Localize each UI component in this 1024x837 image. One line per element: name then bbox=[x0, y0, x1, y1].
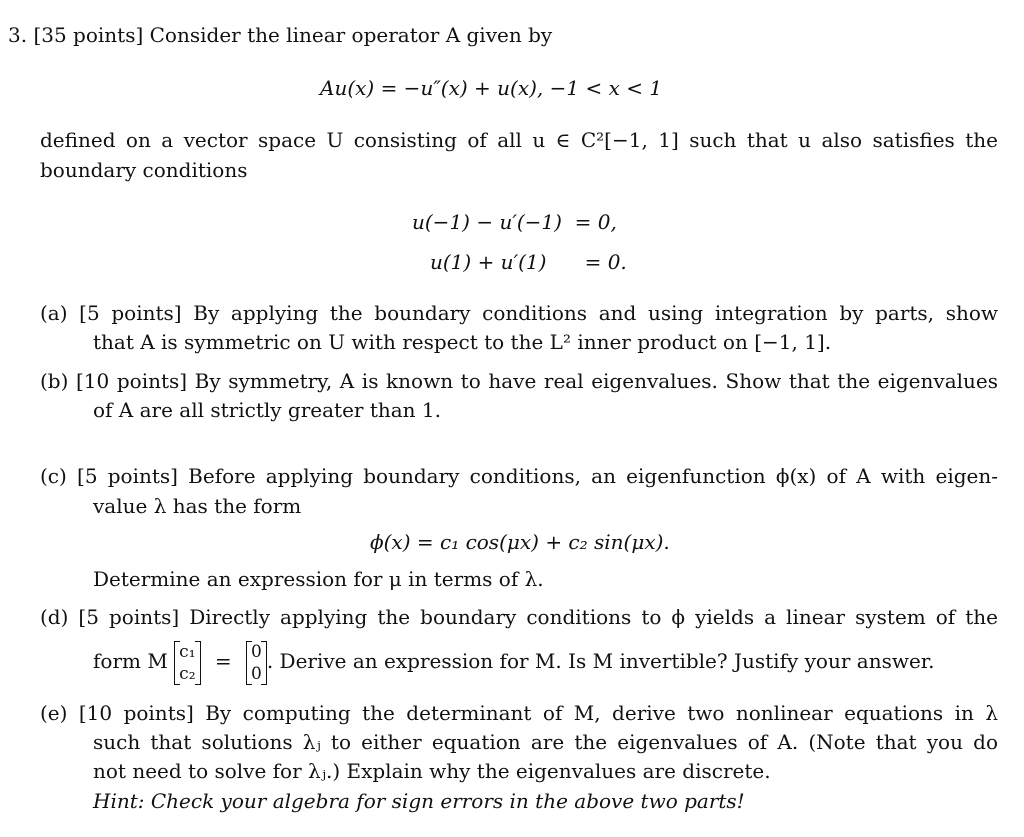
part-a-line1: (a) [5 points] By applying the boundary conditions and using integration by parts, show bbox=[40, 301, 998, 325]
boundary-condition-1: u(−1) − u′(−1) = 0, bbox=[412, 210, 617, 234]
part-d-rest: . Derive an expression for M. Is M invertible? Justify your answer. bbox=[266, 649, 935, 673]
part-c-line1: (c) [5 points] Before applying boundary conditions, an eigenfunction ϕ(x) of A with eigen- bbox=[40, 464, 998, 488]
part-e-line1: (e) [10 points] By computing the determinant of M, derive two nonlinear equations in λ bbox=[40, 701, 998, 725]
equals-sign: = bbox=[214, 649, 232, 673]
part-e-line3: not need to solve for λⱼ.) Explain why the eigenvalues are discrete. bbox=[93, 759, 771, 783]
c1: c₁ bbox=[179, 641, 196, 662]
part-b-line1: (b) [10 points] By symmetry, A is known to have real eigenvalues. Show that the eigenvalues bbox=[40, 369, 998, 393]
part-b-line2: of A are all strictly greater than 1. bbox=[93, 398, 441, 422]
part-a-line2: that A is symmetric on U with respect to the L² inner product on [−1, 1]. bbox=[93, 330, 832, 354]
space-definition-line1: defined on a vector space U consisting of all u ∈ C²[−1, 1] such that u also satisfies the bbox=[40, 128, 998, 152]
part-d-line2 bbox=[93, 636, 935, 686]
zero-top: 0 bbox=[251, 641, 262, 662]
problem-header: 3. [35 points] Consider the linear operator A given by bbox=[8, 23, 553, 47]
c2: c₂ bbox=[179, 663, 196, 684]
hint: Hint: Check your algebra for sign errors in the above two parts! bbox=[93, 789, 745, 813]
part-c-line2: value λ has the form bbox=[93, 494, 302, 518]
operator-equation: Au(x) = −u″(x) + u(x), −1 < x < 1 bbox=[320, 76, 663, 100]
zero-bottom: 0 bbox=[251, 663, 262, 684]
form-text: form M bbox=[93, 649, 168, 673]
part-c-line3: Determine an expression for μ in terms of λ. bbox=[93, 567, 544, 591]
part-e-line2: such that solutions λⱼ to either equation are the eigenvalues of A. (Note that you do bbox=[93, 730, 998, 754]
boundary-condition-2: u(1) + u′(1) = 0. bbox=[430, 250, 627, 274]
eigenfunction-equation: ϕ(x) = c₁ cos(μx) + c₂ sin(μx). bbox=[370, 530, 670, 554]
zero-vector bbox=[246, 641, 267, 685]
space-definition-line2: boundary conditions bbox=[40, 158, 248, 182]
part-d-line1: (d) [5 points] Directly applying the boundary conditions to ϕ yields a linear system of the bbox=[40, 605, 998, 629]
coefficient-vector bbox=[174, 641, 200, 685]
